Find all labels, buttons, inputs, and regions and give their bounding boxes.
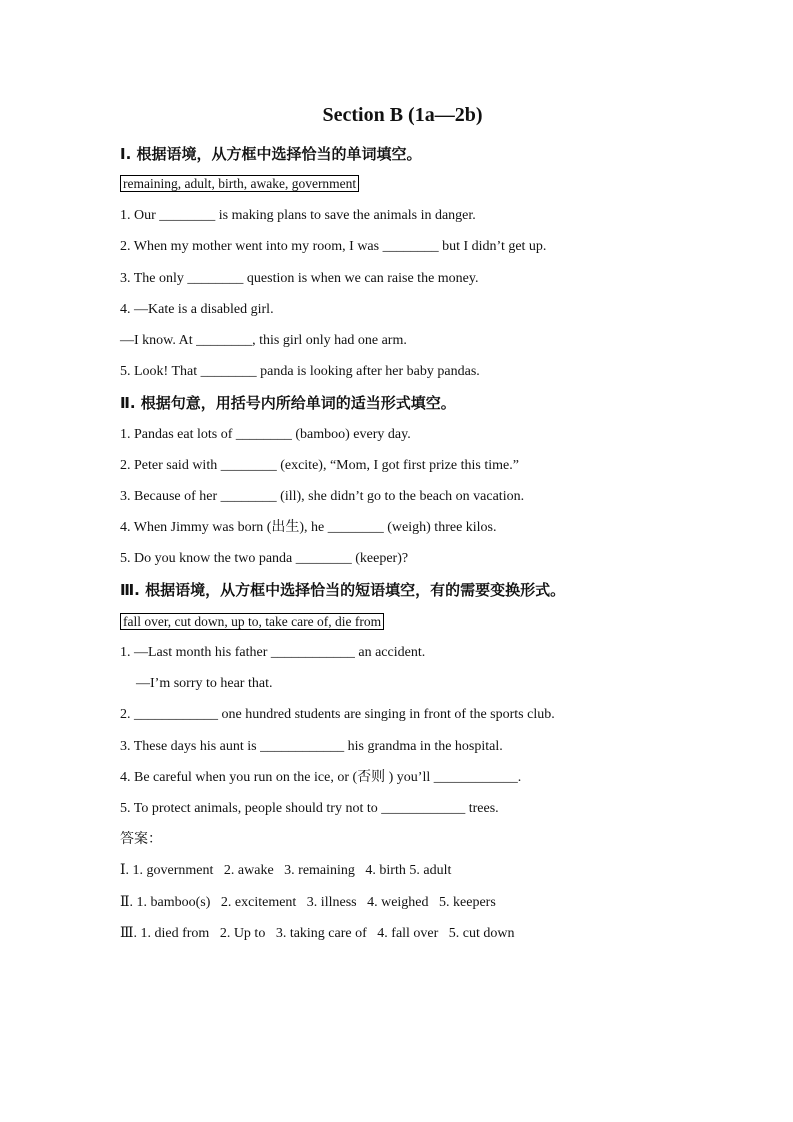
part2-item-3: 3. Because of her ________ (ill), she didn’t go to the beach on vacation. [120,489,525,504]
part3-item-5: 5. To protect animals, people should try not to ____________ trees. [120,801,499,816]
part1-word-box-wrap [120,175,359,194]
part1-item-4b: —I know. At ________, this girl only had one arm. [120,333,407,348]
answers-part3: Ⅲ. 1. died from 2. Up to 3. taking care of 4. fall over 5. cut down [120,926,515,941]
part3-phrase-box-wrap [120,613,384,632]
part1-item-4a: 4. —Kate is a disabled girl. [120,302,274,317]
page-title: Section B (1a—2b) [322,104,483,126]
answers-part2: Ⅱ. 1. bamboo(s) 2. excitement 3. illness 4. weighed 5. keepers [120,895,496,910]
part1-word-box: remaining, adult, birth, awake, government [120,175,359,192]
part3-item-3: 3. These days his aunt is ____________ his grandma in the hospital. [120,739,503,754]
part3-heading: Ⅲ. 根据语境，从方框中选择恰当的短语填空，有的需要变换形式。 [120,581,566,599]
part1-item-2: 2. When my mother went into my room, I was ________ but I didn’t get up. [120,239,547,254]
part3-item-1b: —I’m sorry to hear that. [136,676,273,691]
answers-part1: Ⅰ. 1. government 2. awake 3. remaining 4. birth 5. adult [120,863,452,878]
part1-heading: Ⅰ. 根据语境，从方框中选择恰当的单词填空。 [120,145,422,163]
part1-item-3: 3. The only ________ question is when we can raise the money. [120,271,479,286]
part3-item-4: 4. Be careful when you run on the ice, or (否则 ) you’ll ____________. [120,770,522,785]
part3-item-1a: 1. —Last month his father ____________ an accident. [120,645,426,660]
part2-item-1: 1. Pandas eat lots of ________ (bamboo) every day. [120,427,411,442]
part2-item-5: 5. Do you know the two panda ________ (keeper)? [120,551,409,566]
part3-item-2: 2. ____________ one hundred students are singing in front of the sports club. [120,707,555,722]
part1-item-5: 5. Look! That ________ panda is looking after her baby pandas. [120,364,480,379]
part2-item-4: 4. When Jimmy was born (出生), he ________ (weigh) three kilos. [120,520,497,535]
part3-phrase-box: fall over, cut down, up to, take care of, die from [120,613,384,630]
part2-heading: Ⅱ. 根据句意，用括号内所给单词的适当形式填空。 [120,394,456,412]
part1-item-1: 1. Our ________ is making plans to save the animals in danger. [120,208,476,223]
part2-item-2: 2. Peter said with ________ (excite), “Mom, I got first prize this time.” [120,458,519,473]
answers-label: 答案： [120,832,162,847]
